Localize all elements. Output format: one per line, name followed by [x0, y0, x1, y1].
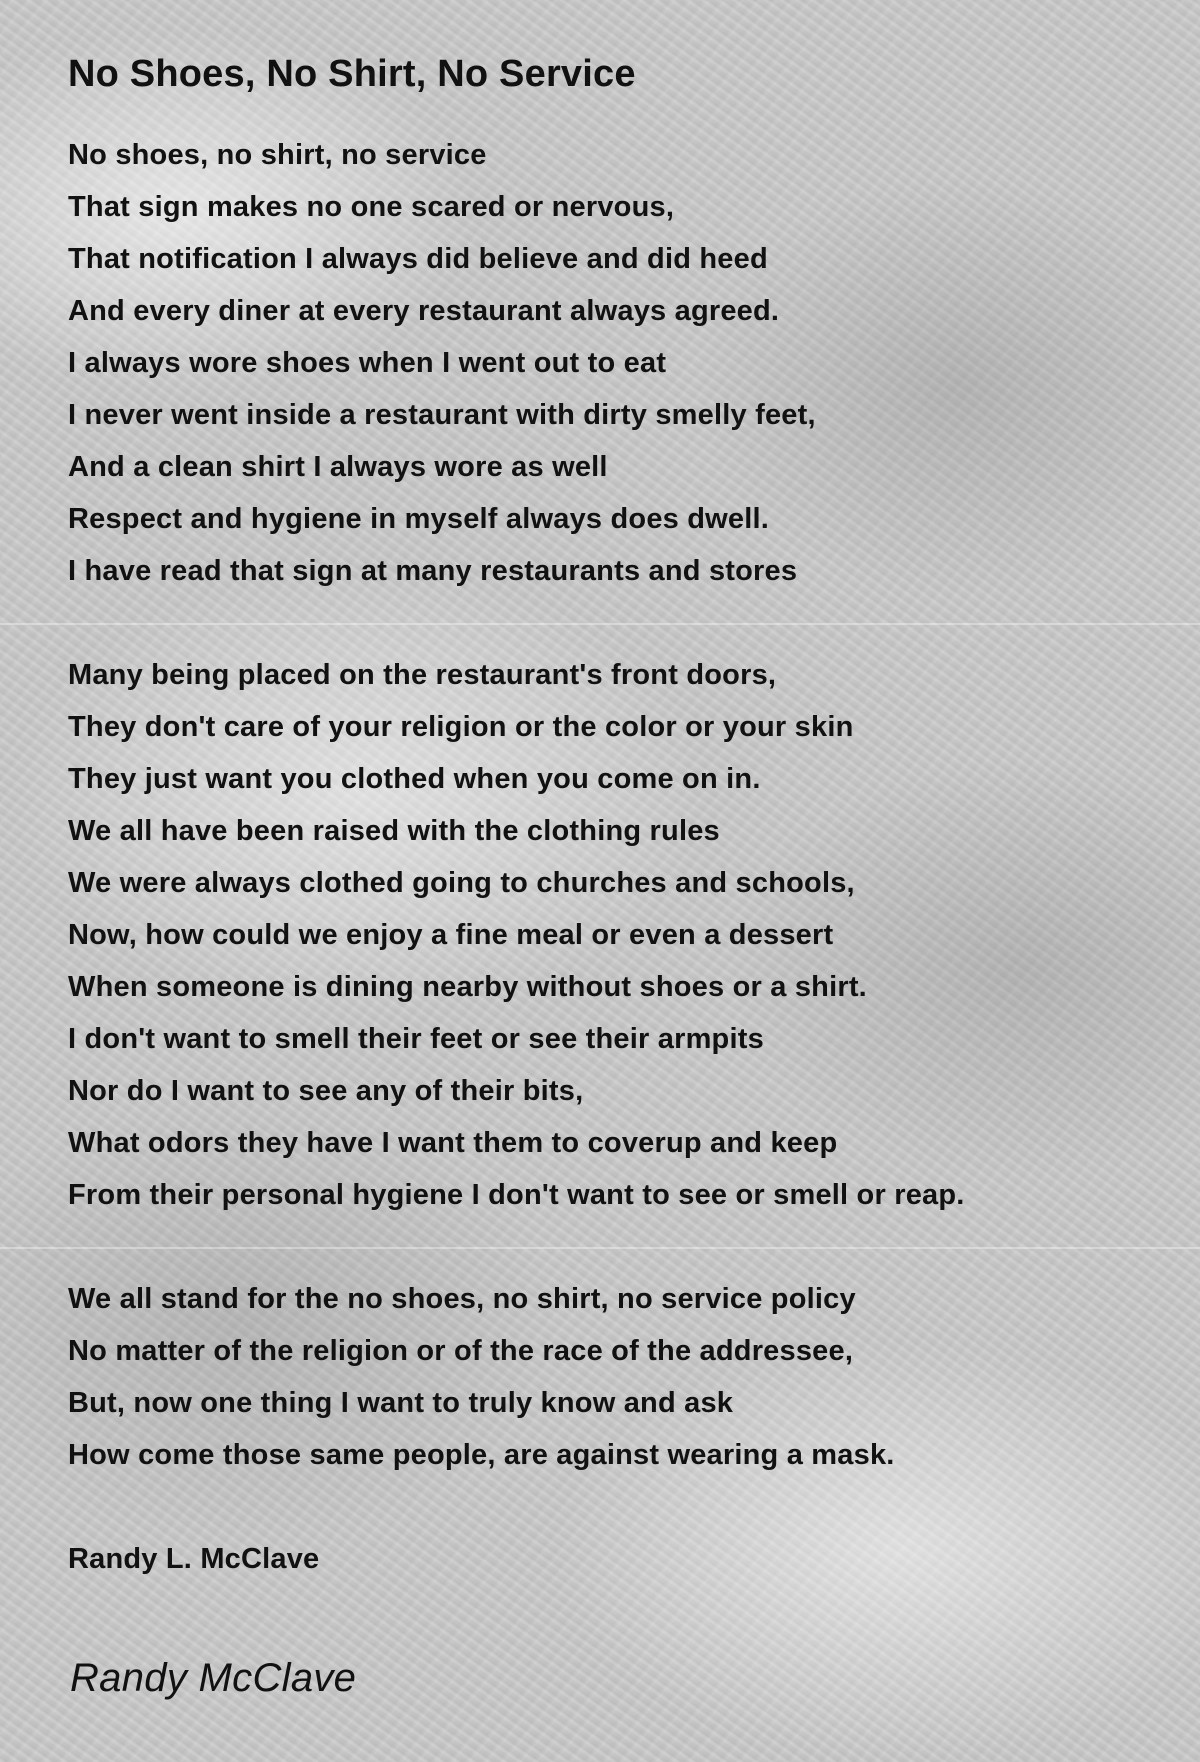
- poem-line: They just want you clothed when you come on in.: [68, 762, 761, 795]
- poem-line: We were always clothed going to churches and schools,: [68, 866, 855, 899]
- poem: [68, 40, 1168, 1585]
- stanza-2: [68, 649, 1168, 1221]
- poem-title: No Shoes, No Shirt, No Service: [68, 53, 636, 95]
- stanza-3: [68, 1273, 1168, 1481]
- poem-line: What odors they have I want them to coverup and keep: [68, 1126, 838, 1159]
- poem-line: No shoes, no shirt, no service: [68, 138, 487, 171]
- poem-line: That sign makes no one scared or nervous,: [68, 190, 675, 223]
- poem-line: I never went inside a restaurant with dirty smelly feet,: [68, 398, 816, 431]
- poem-line: That notification I always did believe and did heed: [68, 242, 768, 275]
- poem-line: Now, how could we enjoy a fine meal or even a dessert: [68, 918, 834, 951]
- poem-line: We all stand for the no shoes, no shirt, no service policy: [68, 1282, 856, 1315]
- poem-line: But, now one thing I want to truly know and ask: [68, 1386, 734, 1419]
- poem-line: Nor do I want to see any of their bits,: [68, 1074, 584, 1107]
- poem-line: I have read that sign at many restaurants and stores: [68, 554, 798, 587]
- poem-line: They don't care of your religion or the color or your skin: [68, 710, 854, 743]
- footer-author-name: Randy McClave: [70, 1656, 357, 1700]
- poem-line: Respect and hygiene in myself always does dwell.: [68, 502, 770, 535]
- poem-line: How come those same people, are against wearing a mask.: [68, 1438, 895, 1471]
- poem-line: We all have been raised with the clothing rules: [68, 814, 720, 847]
- poem-line: And every diner at every restaurant always agreed.: [68, 294, 780, 327]
- poem-signature: Randy L. McClave: [68, 1542, 320, 1575]
- poem-line: I don't want to smell their feet or see their armpits: [68, 1022, 764, 1055]
- poem-line: Many being placed on the restaurant's front doors,: [68, 658, 777, 691]
- poem-line: From their personal hygiene I don't want to see or smell or reap.: [68, 1178, 965, 1211]
- poem-line: I always wore shoes when I went out to eat: [68, 346, 667, 379]
- stanza-1: [68, 129, 1168, 597]
- poem-line: When someone is dining nearby without shoes or a shirt.: [68, 970, 867, 1003]
- poem-line: And a clean shirt I always wore as well: [68, 450, 608, 483]
- poem-line: No matter of the religion or of the race of the addressee,: [68, 1334, 854, 1367]
